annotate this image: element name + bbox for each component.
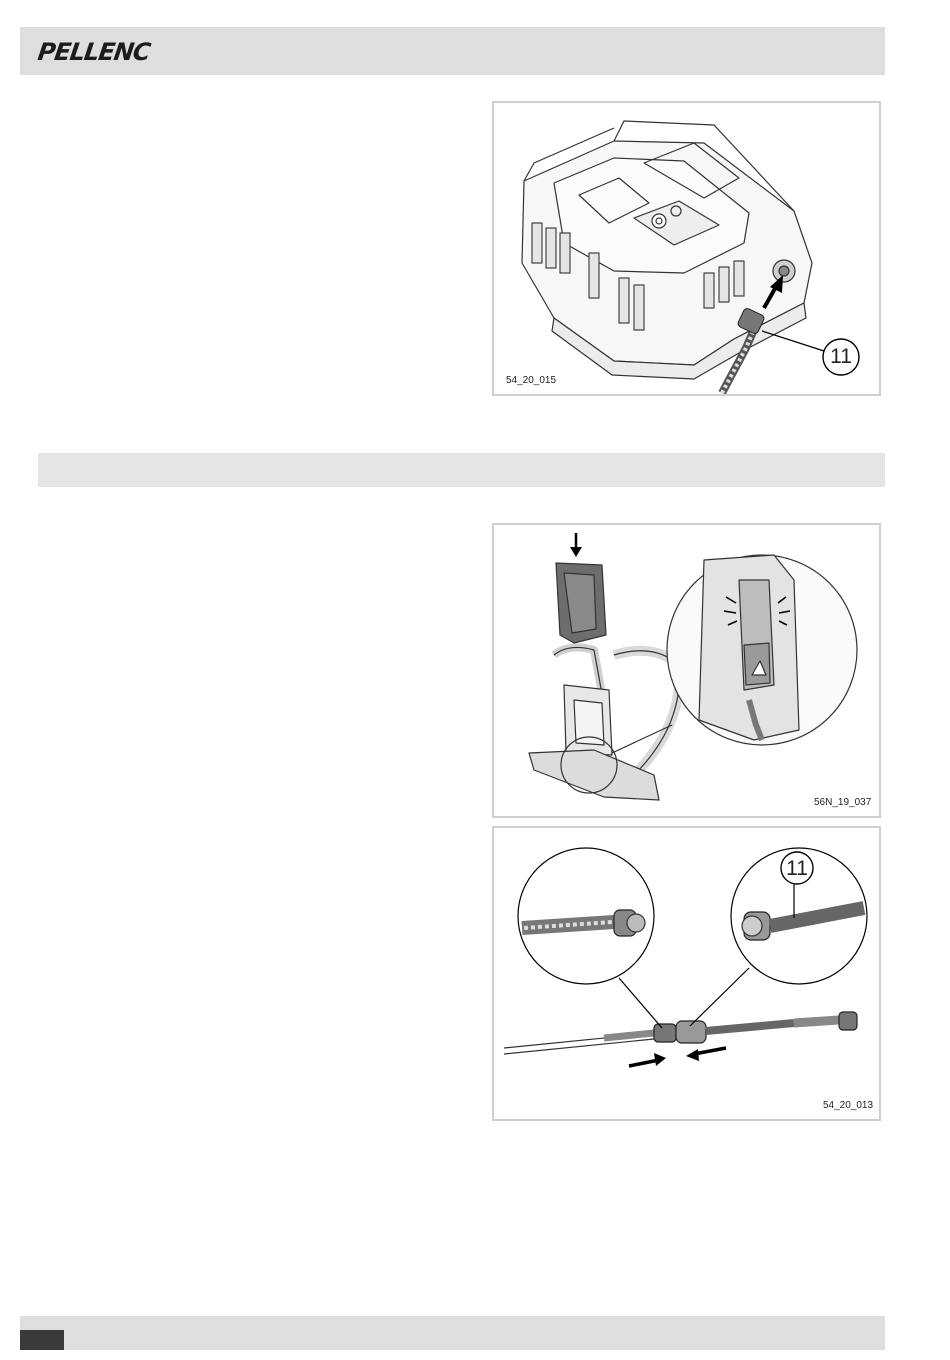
figure-cable-connection [492,826,881,1121]
cable-illustration [494,828,881,1121]
figure-code: 54_20_013 [823,1100,874,1111]
page-header [20,27,885,75]
brand-logo: PELLENC [36,38,152,66]
harness-illustration [494,525,881,818]
page-footer [20,1316,885,1350]
footer-page-tab [20,1330,64,1350]
figure-battery-connector [492,101,881,396]
figure-harness-battery [492,523,881,818]
figure-callout: 11 [786,857,808,880]
section-header-bar [38,453,885,487]
figure-code: 56N_19_037 [814,797,872,808]
figure-code: 54_20_015 [506,375,557,386]
battery-illustration [494,103,881,396]
figure-callout: 11 [830,345,852,368]
